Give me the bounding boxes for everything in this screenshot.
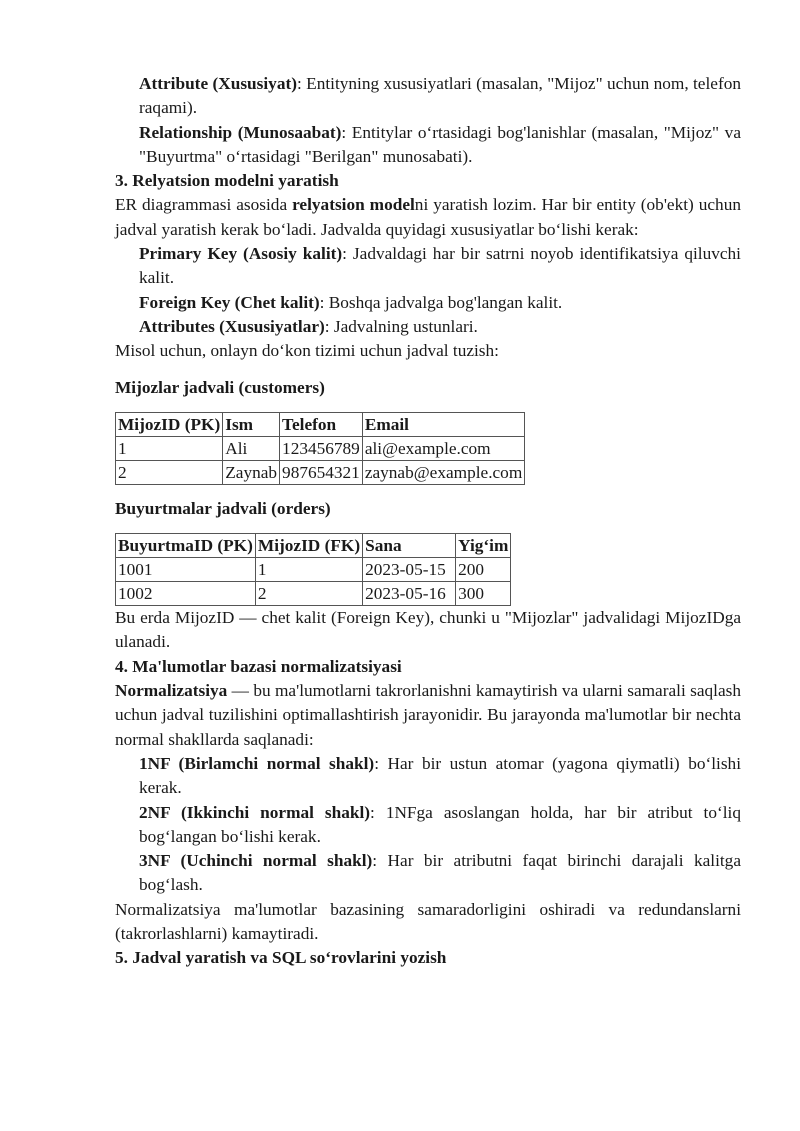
table-cell: 1 — [255, 558, 362, 582]
2nf-definition: 2NF (Ikkinchi normal shakl): 1NFga asoslangan holda, har bir atribut to‘liq bog‘langan bo‘lishi kerak. — [139, 802, 742, 846]
table-cell: 1001 — [116, 558, 256, 582]
primary-key-definition: Primary Key (Asosiy kalit): Jadvaldagi har bir satrni noyob identifikatsiya qiluvchi kalit. — [139, 244, 741, 288]
attributes-definition: Attributes (Xususiyatlar): Jadvalning ustunlari. — [139, 316, 478, 336]
table-cell: 1002 — [116, 582, 256, 606]
table-cell: 2023-05-15 — [363, 558, 456, 582]
table-header-row — [116, 412, 525, 436]
section-3-paragraph: ER diagrammasi asosida relyatsion modelni yaratish lozim. Har bir entity (ob'ekt) uchun jadval yaratish kerak bo‘ladi. Jadvalda quyidagi xususiyatlar bo‘lishi kerak: — [115, 195, 741, 239]
table-header-cell: MijozID (PK) — [116, 412, 223, 436]
table-cell: 1 — [116, 436, 223, 460]
1nf-definition: 1NF (Birlamchi normal shakl): Har bir ustun atomar (yagona qiymatli) bo‘lishi kerak. — [139, 753, 741, 798]
table-cell: 200 — [456, 558, 511, 582]
customers-table-caption: Mijozlar jadvali (customers) — [115, 377, 325, 397]
table-cell: Ali — [223, 436, 280, 460]
foreign-key-note: Bu erda MijozID — chet kalit (Foreign Key), chunki u "Mijozlar" jadvalidagi MijozIDga ulanadi. — [115, 608, 741, 652]
3nf-definition: 3NF (Uchinchi normal shakl): Har bir atributni faqat birinchi darajali kalitga bog‘lash. — [139, 851, 741, 895]
table-row — [116, 558, 511, 582]
table-header-cell: MijozID (FK) — [255, 534, 362, 558]
orders-table-caption: Buyurtmalar jadvali (orders) — [115, 498, 331, 518]
table-cell: 2 — [255, 582, 362, 606]
relationship-definition: Relationship (Munosaabat): Entitylar o‘rtasidagi bog'lanishlar (masalan, "Mijoz" va "Buyurtma" o‘rtasidagi "Berilgan" munosabati). — [139, 122, 741, 166]
table-cell: 123456789 — [280, 436, 363, 460]
document-page — [115, 72, 741, 971]
table-cell: zaynab@example.com — [362, 460, 524, 484]
table-cell: 2 — [116, 460, 223, 484]
customers-table — [115, 412, 525, 485]
section-3-heading: 3. Relyatsion modelni yaratish — [115, 171, 339, 191]
table-row — [116, 460, 525, 484]
table-cell: ali@example.com — [362, 436, 524, 460]
table-row — [116, 436, 525, 460]
foreign-key-definition: Foreign Key (Chet kalit): Boshqa jadvalga bog'langan kalit. — [139, 292, 563, 312]
table-header-cell: Ism — [223, 412, 280, 436]
table-cell: 300 — [456, 582, 511, 606]
attribute-definition: Attribute (Xususiyat): Entityning xususiyatlari (masalan, "Mijoz" uchun nom, telefon raqami). — [139, 74, 741, 118]
table-header-row — [116, 534, 511, 558]
orders-table — [115, 533, 511, 606]
table-row — [116, 582, 511, 606]
table-header-cell: Sana — [363, 534, 456, 558]
normalization-closing: Normalizatsiya ma'lumotlar bazasining samaradorligini oshiradi va redundanslarni (takrorlashlarni) kamaytiradi. — [115, 899, 741, 944]
section-4-heading: 4. Ma'lumotlar bazasi normalizatsiyasi — [115, 656, 402, 676]
table-cell: Zaynab — [223, 460, 280, 484]
table-cell: 2023-05-16 — [363, 582, 456, 606]
table-header-cell: Email — [362, 412, 524, 436]
normalization-paragraph: Normalizatsiya — bu ma'lumotlarni takrorlanishni kamaytirish va ularni samarali saqlash uchun jadval tuzilishini optimallashtirish jarayonidir. Bu jarayonda ma'lumotlar bir nechta normal shakllarda saqlanadi: — [115, 681, 741, 749]
table-header-cell: Yig‘im — [456, 534, 511, 558]
table-header-cell: BuyurtmaID (PK) — [116, 534, 256, 558]
table-cell: 987654321 — [280, 460, 363, 484]
section-5-heading: 5. Jadval yaratish va SQL so‘rovlarini yozish — [115, 948, 447, 968]
example-intro: Misol uchun, onlayn do‘kon tizimi uchun jadval tuzish: — [115, 341, 499, 361]
table-header-cell: Telefon — [280, 412, 363, 436]
